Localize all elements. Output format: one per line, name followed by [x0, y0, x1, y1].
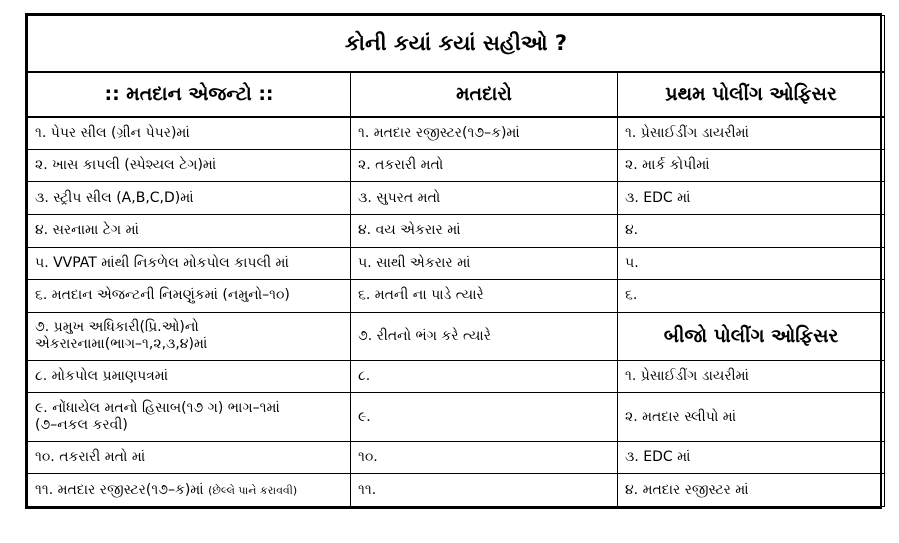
second-officer-item-3: ૩. EDC માં [618, 441, 885, 474]
second-officer-item-2: ૨. મતદાર સ્લીપો માં [618, 393, 885, 441]
first-officer-item-6: ૬. [618, 280, 885, 313]
second-officer-item-1: ૧. પ્રેસાઈડીંગ ડાયરીમાં [618, 360, 885, 393]
header-first-officer: પ્રથમ પોલીંગ ઓફિસર [618, 72, 885, 117]
table-row [28, 360, 885, 393]
table-row [28, 149, 885, 182]
second-officer-item-4: ૪. મતદાર રજીસ્ટર માં [618, 474, 885, 507]
table-row [28, 441, 885, 474]
agent-item-9-line-1: ૯. નોંધાયેલ મતનો હિસાબ(૧૭ ગ) ભાગ–૧માં [35, 400, 280, 417]
header-row [28, 72, 885, 117]
signature-table [27, 15, 885, 507]
agent-item-8: ૮. મોકપોલ પ્રમાણપત્રમાં [28, 360, 351, 393]
agent-item-5: ૫. VVPAT માંથી નિકળેલ મોકપોલ કાપલી માં [28, 247, 351, 280]
voter-item-11: ૧૧. [351, 474, 618, 507]
agent-item-7-line-1: ૭. પ્રમુખ અધિકારી(પ્રિ.ઓ)નો [35, 319, 199, 336]
table-row [28, 312, 885, 360]
voter-item-9: ૯. [351, 393, 618, 441]
table-row [28, 280, 885, 313]
table-title: કોની કયાં કયાં સહીઓ ? [28, 16, 885, 72]
voter-item-7: ૭. રીતનો ભંગ કરે ત્યારે [351, 312, 618, 360]
agent-item-2: ૨. ખાસ કાપલી (સ્પેશ્યલ ટેગ)માં [28, 149, 351, 182]
agent-item-3: ૩. સ્ટ્રીપ સીલ (A,B,C,D)માં [28, 182, 351, 215]
voter-item-10: ૧૦. [351, 441, 618, 474]
first-officer-item-2: ૨. માર્ક કોપીમાં [618, 149, 885, 182]
voter-item-6: ૬. મતની ના પાડે ત્યારે [351, 280, 618, 313]
voter-item-3: ૩. સુપરત મતો [351, 182, 618, 215]
agent-item-11 [28, 474, 351, 507]
table-row [28, 474, 885, 507]
agent-item-1: ૧. પેપર સીલ (ગ્રીન પેપર)માં [28, 117, 351, 150]
voter-item-4: ૪. વય એકરાર માં [351, 214, 618, 247]
agent-item-11-note: (છેલ્લે પાને કરાવવી) [208, 483, 298, 497]
voter-item-8: ૮. [351, 360, 618, 393]
agent-item-7 [28, 312, 351, 360]
agent-item-4: ૪. સરનામા ટેગ માં [28, 214, 351, 247]
second-officer-header: બીજો પોલીંગ ઓફિસર [618, 312, 885, 360]
signature-table-sheet [25, 13, 882, 509]
first-officer-item-4: ૪. [618, 214, 885, 247]
header-agents: :: મતદાન એજન્ટો :: [28, 72, 351, 117]
agent-item-6: ૬. મતદાન એજન્ટની નિમણુંકમાં (નમુનો–૧૦) [28, 280, 351, 313]
first-officer-item-1: ૧. પ્રેસાઈડીંગ ડાયરીમાં [618, 117, 885, 150]
table-row [28, 117, 885, 150]
header-voters: મતદારો [351, 72, 618, 117]
agent-item-9-line-2: (૭–નકલ કરવી) [35, 417, 128, 434]
table-row [28, 214, 885, 247]
voter-item-2: ૨. તકરારી મતો [351, 149, 618, 182]
agent-item-11-text: ૧૧. મતદાર રજીસ્ટર(૧૭–ક)માં [35, 481, 204, 498]
table-row [28, 247, 885, 280]
agent-item-7-line-2: એકરારનામા(ભાગ–૧,૨,૩,૪)માં [35, 336, 208, 353]
voter-item-5: ૫. સાથી એકરાર માં [351, 247, 618, 280]
agent-item-9 [28, 393, 351, 441]
title-row [28, 16, 885, 72]
first-officer-item-3: ૩. EDC માં [618, 182, 885, 215]
agent-item-10: ૧૦. તકરારી મતો માં [28, 441, 351, 474]
voter-item-1: ૧. મતદાર રજીસ્ટર(૧૭–ક)માં [351, 117, 618, 150]
table-row [28, 393, 885, 441]
first-officer-item-5: ૫. [618, 247, 885, 280]
table-row [28, 182, 885, 215]
